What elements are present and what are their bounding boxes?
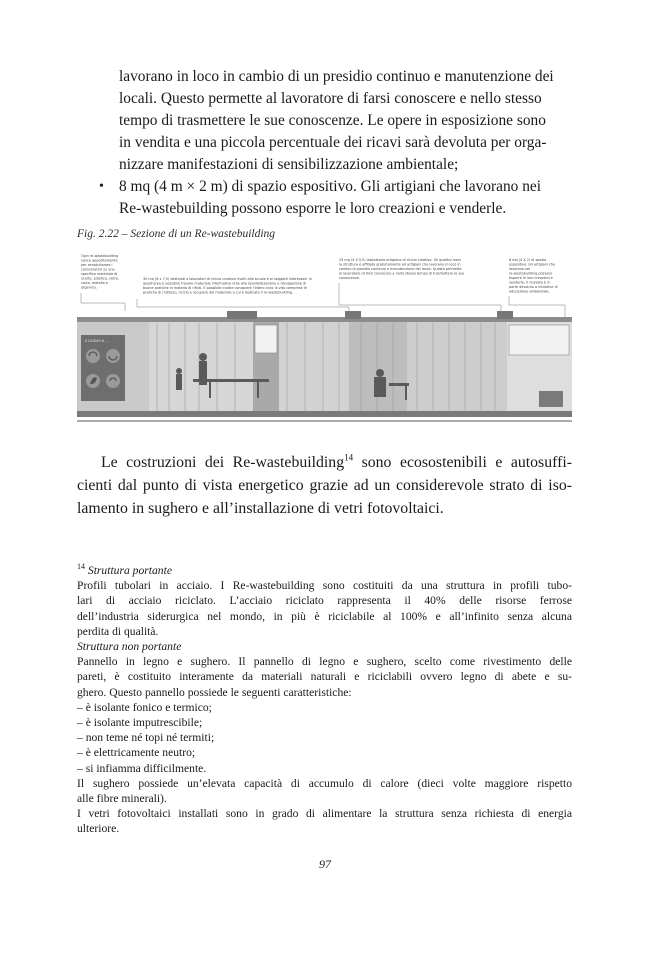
svg-text:re-wastebuilding possono	[509, 272, 552, 276]
svg-text:conoscenze.	[339, 276, 360, 280]
svg-text:al lavoratore di farsi conosce	[339, 272, 464, 276]
svg-text:specifico materiale di	[81, 272, 117, 276]
text-line	[77, 451, 572, 474]
annotation-line: scarto: plastica, vetro,	[81, 276, 119, 281]
material-info-panel	[81, 335, 125, 401]
section-figure	[77, 251, 572, 423]
person-icon	[199, 353, 207, 361]
list-item: – è isolante fonico e termico;	[77, 700, 212, 714]
text-segment: sono ecosostenibili e autosuffi-	[353, 454, 572, 471]
footnote-line: perdita di qualità.	[77, 624, 159, 638]
bullet-text	[119, 176, 571, 220]
svg-text:lavorano nei	[509, 267, 530, 271]
svg-text:educazione ambientale.	[509, 290, 550, 294]
recycle-icon	[106, 349, 120, 363]
continuation-paragraph	[119, 66, 571, 176]
annotation-line: buone pratiche in materia di rifiuti. È possibile inoltre conoscere l'intero ciclo di vita comprese le	[143, 286, 307, 290]
svg-text:cambio di presidio continuo e	[339, 267, 462, 271]
list-item: – è isolante imputrescibile;	[77, 716, 203, 730]
annotation-line: parte devoluto a iniziative di	[509, 285, 558, 289]
footnote-line: dell’industria siderurgica nel mondo, in più è riciclabile al 100% e all’infinito senza alcuna	[77, 609, 572, 623]
footnote-heading	[77, 563, 572, 578]
annotation-lab-area	[143, 277, 312, 295]
annotation-line: 25 mq (4 X 5,5) laboratorio artigiano di riciclo creativo. Gli quattro mesi	[339, 258, 461, 262]
roof-structure	[77, 311, 572, 322]
footnote-line: Profili tubolari in acciaio. I Re-wastebuilding sono costituiti da una struttura in profili tubo-	[77, 579, 572, 593]
page-number: 97	[319, 857, 331, 871]
svg-text:30 mq (6 x 7,5) destinati a la	[143, 277, 312, 281]
annotation-material	[81, 254, 119, 290]
panel-title: Il LEGNO è ...	[85, 339, 109, 343]
footnote-line: Il sughero possiede un’elevata capacità di accumulo di calore (dieci volte maggiore rispetto	[77, 776, 572, 790]
child-icon	[176, 368, 182, 374]
annotation-line: 30 mq (6 x 7,5) destinati a laboratori di riciclo creativo rivolti alle scuole e ai soggetti interessati. In	[143, 277, 313, 281]
annotation-line: quest'area è possibile trovare materiale informativo utile alla sensibilizzazione e divulgazione di	[143, 281, 307, 286]
footnote-line: pareti, è costituito interamente da materiali naturali e riciclabili ovvero legno di abete e su-	[77, 670, 572, 684]
text-line: lavorano in loco in cambio di un presidio continuo e manutenzione dei	[119, 68, 554, 85]
svg-text:espositivo. Gli artigiani che	[509, 263, 555, 267]
recycle-icon	[106, 374, 120, 388]
svg-text:parte devoluto a iniziative di	[509, 285, 558, 289]
annotation-line: espositivo. Gli artigiani che	[509, 262, 556, 267]
annotation-line: re-wastebuilding possono	[509, 271, 553, 276]
svg-text:Ogni re-wastebuilding	[81, 254, 118, 258]
annotation-exhibition	[509, 258, 558, 294]
list-item: – non teme né topi né termiti;	[77, 731, 215, 745]
text-line: cienti dal punto di vista energetico grazie ad un considerevole strato di iso-	[77, 477, 572, 494]
text-line: Re-wastebuilding possono esporre le loro creazioni e venderle.	[119, 200, 507, 217]
text-line: locali. Questo permette al lavoratore di farsi conoscere e nello stesso	[119, 90, 542, 107]
floor-slab	[77, 411, 572, 421]
footnote-number: 14	[77, 562, 85, 572]
annotation-line: consumatori su uno	[81, 267, 115, 272]
footnote-line: Pannello in legno e sughero. Il pannello di legno e sughero, scelto come rivestimento delle	[77, 655, 572, 669]
footnote-line: alle fibre minerali).	[77, 792, 167, 806]
svg-text:scarto: plastica, vetro,	[81, 277, 119, 281]
footnote-line: ghero. Questo pannello possiede le seguenti caratteristiche:	[77, 685, 352, 699]
text-segment: Le costruzioni dei Re-wastebuilding	[101, 454, 345, 471]
annotation-line: specifico materiale di	[81, 272, 118, 276]
footnote-line: I vetri fotovoltaici installati sono in grado di alimentare la struttura senza richiesta di energia	[77, 807, 572, 821]
svg-text:per sensibilizzare i	[81, 263, 113, 267]
annotation-line: al lavoratore di farsi conoscere e nello stesso tempo di trasmettere le sue	[339, 271, 465, 276]
artisan-icon	[376, 369, 384, 377]
text-line: 8 mq (4 m × 2 m) di spazio espositivo. Gli artigiani che lavorano nei	[119, 178, 542, 195]
annotation-line: pratiche di riutilizzo, riciclo e recupero del materiale a cui è dedicato il re-wastebuilding.	[143, 290, 294, 295]
svg-text:la struttura è affidata gratui	[339, 263, 461, 267]
text-line: nizzare manifestazioni di sensibilizzazione ambientale;	[119, 156, 459, 173]
svg-text:venderle. Il ricavato è in	[509, 281, 550, 285]
main-paragraph	[77, 451, 572, 520]
text-line: lamento in sughero e all’installazione di vetri fotovoltaici.	[77, 500, 444, 517]
annotation-artisan-lab	[339, 258, 464, 280]
annotation-line: Ogni re-wastebuilding	[81, 254, 119, 258]
annotation-line: 8 mq (4 X 2) di spazio	[509, 258, 547, 262]
annotation-line: esporre le loro creazioni e	[509, 276, 553, 280]
heading-text: Struttura portante	[87, 564, 172, 577]
footnote-block	[77, 563, 572, 837]
annotation-line: conoscenze.	[339, 276, 360, 280]
svg-text:25 mq (4 X 5,5) laboratorio ar	[339, 258, 461, 262]
annotation-line: la struttura è affidata gratuitamente ad artigiani che lavorano in loco in	[339, 262, 461, 267]
annotation-line: venderle. Il ricavato è in	[509, 280, 551, 285]
svg-text:quest'area è possibile trovare	[143, 282, 306, 286]
annotation-line: nasce appositamente	[81, 258, 118, 263]
recycle-icon	[86, 349, 100, 363]
footnote-heading: Struttura non portante	[77, 640, 182, 654]
svg-text:nasce appositamente	[81, 259, 118, 263]
svg-text:buone pratiche in materia di r	[143, 285, 307, 290]
svg-text:esporre le loro creazioni e	[509, 276, 553, 280]
annotation-line: lavorano nei	[509, 267, 531, 271]
bullet-icon: •	[99, 179, 104, 194]
footnote-line: lari di acciaio riciclato. L’acciaio riciclato rappresenta il 40% delle risorse ferrose	[77, 594, 572, 608]
annotation-line: per sensibilizzare i	[81, 263, 113, 267]
annotation-line: cambio di presidio continuo e manutenzione dei locali. Questo permette	[339, 267, 462, 271]
list-item: – si infiamma difficilmente.	[77, 761, 207, 775]
text-line: in vendita e una piccola percentuale dei ricavi sarà devoluta per orga-	[119, 134, 547, 151]
svg-text:carta, metallo e	[81, 281, 108, 285]
wall-panels	[77, 321, 572, 416]
svg-text:consumatori su uno	[81, 268, 115, 272]
svg-text:pratiche di riutilizzo, ricicl	[143, 291, 293, 295]
footnote-line: ulteriore.	[77, 822, 120, 836]
annotation-line: carta, metallo e	[81, 281, 108, 285]
list-item: – è elettricamente neutro;	[77, 746, 196, 760]
text-line: tempo di trasmettere le sue conoscenze. Le opere in esposizione sono	[119, 112, 546, 129]
svg-text:organico.	[81, 286, 97, 290]
figure-caption: Fig. 2.22 – Sezione di un Re-wastebuilding	[77, 228, 276, 240]
building-section-drawing	[77, 251, 572, 423]
annotation-line: organico.	[81, 285, 97, 290]
footnote-reference[interactable]: 14	[344, 452, 354, 463]
annotation-line: educazione ambientale.	[509, 289, 550, 294]
svg-text:8 mq (4 X 2) di spazio	[509, 258, 546, 262]
display-stand	[539, 391, 563, 407]
